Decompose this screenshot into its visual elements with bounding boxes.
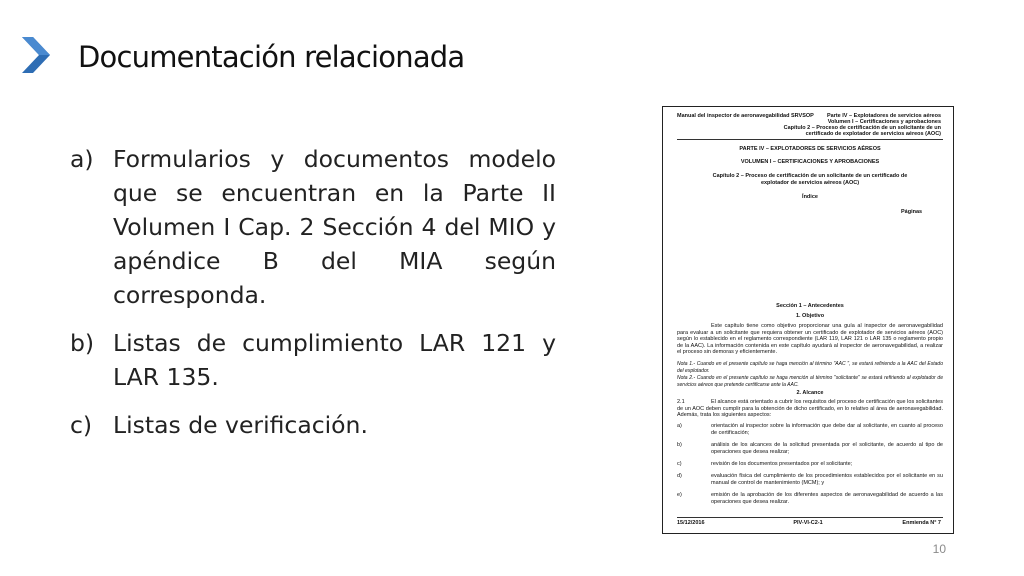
doc-note-2: Nota 2.- Cuando en el presente capítulo se haga mención al término "solicitante" se estará refiriendo al explotador de servicios aéreos que pretende certificarse ante la AAC. [677,375,943,388]
doc-header-right-1: Parte IV – Explotadores de servicios aéreos [826,113,941,119]
doc-pages-label: Páginas [901,209,923,215]
doc-header-left: Manual del inspector de aeronavegabilidad SRVSOP [677,113,814,119]
list-item [70,326,556,394]
related-documents-list [70,142,556,456]
list-marker: b) [70,329,95,357]
doc-paragraph-number: 2.1 [677,399,685,405]
doc-header-right-4: certificado de explotador de servicios aéreos (AOC) [805,131,941,137]
list-item [70,142,556,312]
doc-paragraph-scope: El alcance está orientado a cubrir los requisitos del proceso de certificación que los solicitantes de un AOC deben cumplir para la obtención de dicho certificado, en lo relativo al área de aeronavegabilidad. Además, trata los siguientes aspectos: [677,399,943,419]
chevron-right-icon [22,37,50,73]
doc-item-text: revisión de los documentos presentados por el solicitante; [711,461,853,467]
doc-note-1: Nota 1.- Cuando en el presente capítulo se haga mención al término "AAC ", se estará refiriendo a la AAC del Estado del explotador. [677,361,943,374]
doc-volume-title: VOLUMEN I – CERTIFICACIONES Y APROBACIONES [740,159,880,165]
doc-item-text: evaluación física del cumplimiento de los procedimientos establecidos por el solicitante en su manual de control de mantenimiento (MCM); y [711,473,943,486]
list-marker: c) [70,411,93,439]
list-marker: a) [70,145,94,173]
document-page-preview [662,106,954,534]
slide-title: Documentación relacionada [78,40,465,74]
doc-item-marker: a) [677,423,682,429]
doc-item-text: análisis de los alcances de la solicitud presentada por el solicitante, de acuerdo al tipo de operaciones que desea realizar; [711,442,943,455]
doc-chapter-title: Capítulo 2 – Proceso de certificación de un solicitante de un certificado de explotador de servicios aéreos (AOC) [712,173,908,186]
doc-footer-date: 15/12/2016 [677,520,705,526]
doc-header-right-2: Volumen I – Certificaciones y aprobaciones [827,119,941,125]
doc-header-right-3: Capítulo 2 – Proceso de certificación de un solicitante de un [783,125,941,131]
doc-footer-code: PIV-VI-C2-1 [793,520,823,526]
doc-item-marker: e) [677,492,682,498]
doc-item-marker: d) [677,473,682,479]
list-item-text: Formularios y documentos modelo que se encuentran en la Parte II Volumen I Cap. 2 Sección 4 del MIO y apéndice B del MIA según corresponda. [113,145,556,309]
doc-part-title: PARTE IV – EXPLOTADORES DE SERVICIOS AÉREOS [739,146,881,152]
slide-page-number: 10 [932,542,946,556]
list-item [70,408,556,442]
doc-subheading-scope: 2. Alcance [796,390,824,396]
list-item-text: Listas de verificación. [113,411,368,439]
doc-item-marker: c) [677,461,682,467]
doc-section-title: Sección 1 – Antecedentes [776,303,844,309]
doc-subheading-objective: 1. Objetivo [795,313,825,319]
doc-footer-amendment: Enmienda N° 7 [902,520,941,526]
doc-index-title: Índice [802,194,818,200]
doc-paragraph-objective: Este capítulo tiene como objetivo proporcionar una guía al inspector de aeronavegabilidad para evaluar a un solicitante que requiera obtener un certificado de explotador de servicios aéreos (AOC) según lo establecido en el reglamento correspondiente (LAR 119, LAR 121 o LAR 135 o reglamento propio de la AAC). La información contenida en este capítulo ayudará al inspector de aeronavegabilidad, a realizar el proceso sin demoras y eficientemente. [677,323,943,356]
doc-item-text: emisión de la aprobación de los diferentes aspectos de aeronavegabilidad de acuerdo a las operaciones que desea realizar. [711,492,943,505]
doc-header-rule [677,139,943,140]
list-item-text: Listas de cumplimiento LAR 121 y LAR 135. [113,329,556,391]
doc-item-marker: b) [677,442,682,448]
doc-item-text: orientación al inspector sobre la información que debe dar al solicitante, en cuanto al proceso de certificación; [711,423,943,436]
doc-footer-rule [677,517,943,518]
